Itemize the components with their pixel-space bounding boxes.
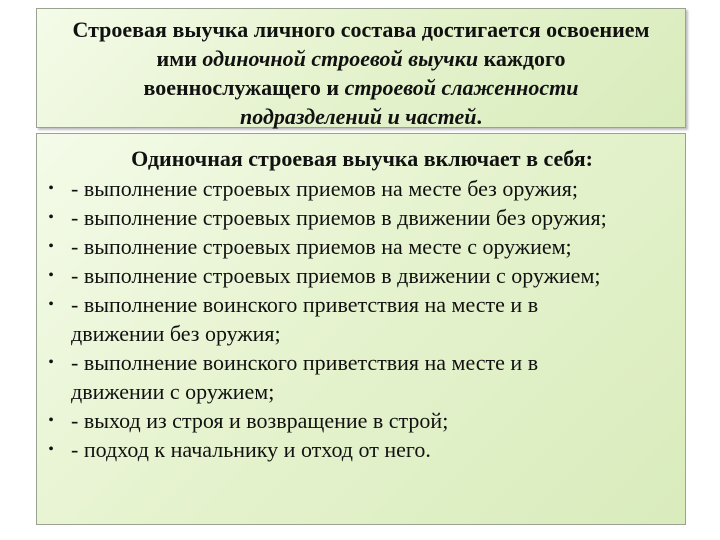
list-item-text: - выполнение воинского приветствия на месте и в [71,350,539,375]
header-emphasis-single-drill: одиночной строевой выучки [202,46,479,71]
list-item [37,232,687,261]
list-item-text: - выполнение строевых приемов на месте без оружия; [71,176,578,201]
bullet-icon: • [48,180,54,197]
header-line-2 [37,44,685,73]
list-item-text: - подход к начальнику и отход от него. [71,437,431,462]
bullet-icon: • [48,441,54,458]
list-item-text-continued: движении с оружием; [71,379,275,404]
header-line-3 [37,73,685,102]
list-item [37,435,687,464]
list-item [37,203,687,232]
list-item [37,290,687,348]
bullet-list [37,174,687,464]
list-item-text: - выполнение строевых приемов на месте с оружием; [71,234,572,259]
bullet-icon: • [48,267,54,284]
header-emphasis-drill-cohesion: строевой слаженности [344,75,579,100]
header-line-4 [37,102,685,131]
list-item-text: - выход из строя и возвращение в строй; [71,408,449,433]
list-item-text-continued: движении без оружия; [71,321,281,346]
list-item [37,406,687,435]
header-line-2-post: каждого [478,46,566,71]
list-item-text: - выполнение воинского приветствия на месте и в [71,292,539,317]
bullet-icon: • [48,354,54,371]
list-title: Одиночная строевая выучка включает в себя: [131,146,593,171]
header-line-3-pre: военнослужащего и [143,75,345,100]
list-item-text: - выполнение строевых приемов в движении без оружия; [71,205,607,230]
bullet-icon: • [48,238,54,255]
bullet-icon: • [48,296,54,313]
header-line-2-pre: ими [156,46,203,71]
header-line-4-post: . [476,104,482,129]
bullet-icon: • [48,412,54,429]
list-item [37,261,687,290]
list-item [37,174,687,203]
bullet-icon: • [48,209,54,226]
header-line-1: Строевая выучка личного состава достигается освоением [72,17,650,42]
content-box [36,133,686,525]
list-item-text: - выполнение строевых приемов в движении с оружием; [71,263,601,288]
header-emphasis-units: подразделений и частей [240,104,477,129]
list-item [37,348,687,406]
header-box [36,8,686,128]
